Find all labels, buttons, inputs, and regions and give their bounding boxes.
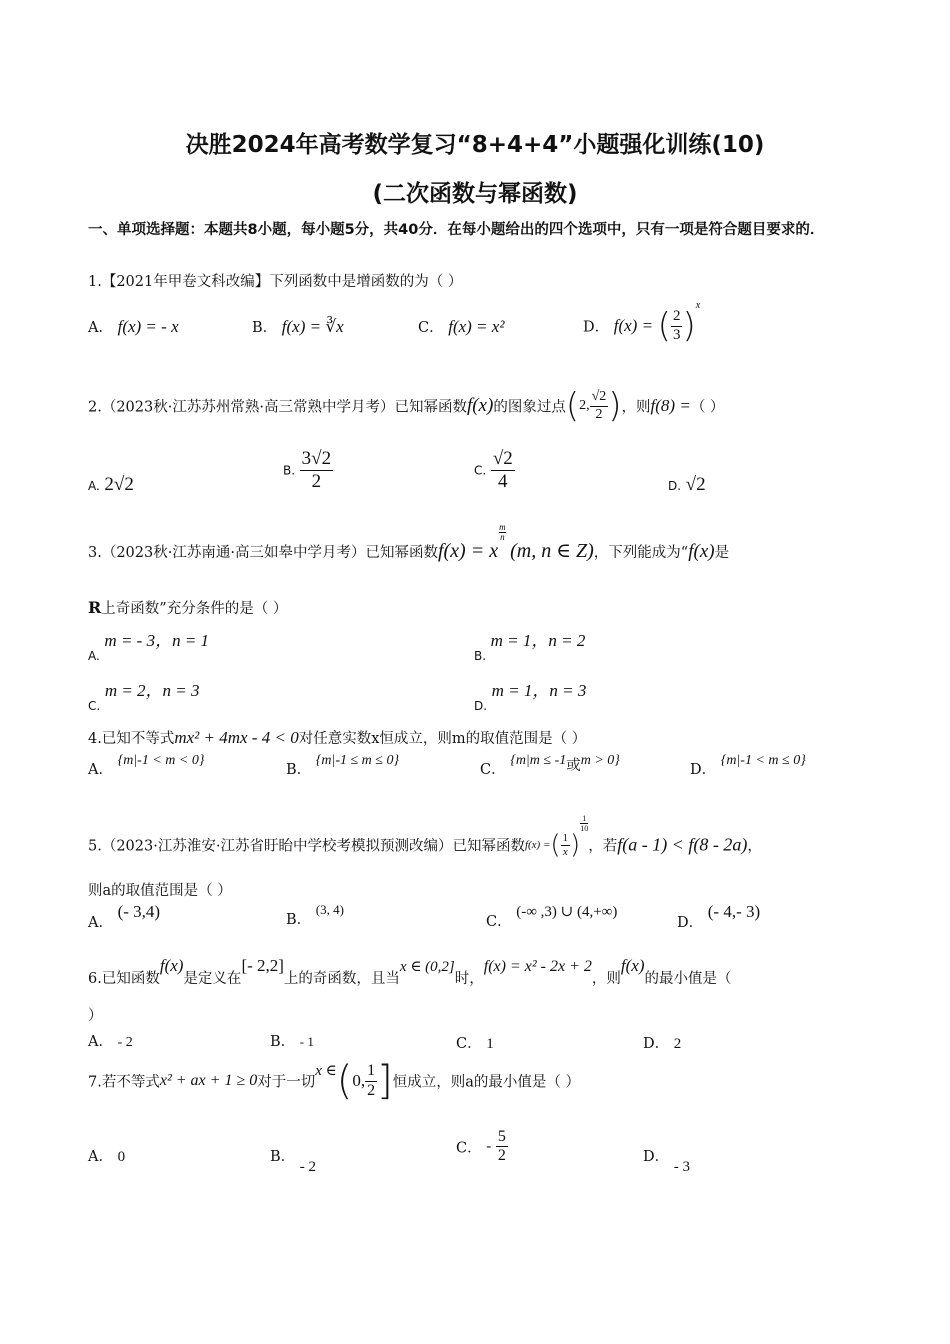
question-3-line-2: R上奇函数”充分条件的是（ ） xyxy=(88,598,288,617)
q3-option-c: $_{C.}$ m = 2，n = 3 xyxy=(88,681,200,713)
q2-option-c: C. $\frac{√2}{4}$ xyxy=(474,448,513,492)
q5-option-b: B． (3, 4) xyxy=(286,902,344,928)
q7-option-c: C． - $\frac{5}{2}$ xyxy=(456,1128,506,1165)
q3-option-b: $_{B.}$ m = 1，n = 2 xyxy=(474,631,586,663)
question-2: 2.（2023秋·江苏苏州常熟·高三常熟中学月考）已知幂函数f(x)的图象过点(2, $\frac{√2}{2}$ )，则f(8) =（ ） xyxy=(88,386,725,426)
q6-option-a: A． - 2 xyxy=(88,1034,133,1050)
q2-option-d: D. √2 xyxy=(668,474,706,495)
question-5: 5.（2023·江苏淮安·江苏省盱眙中学校考模拟预测改编）已知幂函数f(x) =( $\frac{1}{x}$ ) $\frac{1}{10}$ ，若f(a - 1) < f(8 - 2a)， xyxy=(88,814,762,861)
q4-option-d: D． {m|-1 < m ≤ 0} xyxy=(690,753,806,778)
q5-option-c: C． (-∞ ,3) ∪ (4,+∞) xyxy=(486,904,618,930)
question-6: 6.已知函数f(x)是定义在[- 2,2]上的奇函数，且当x ∈ (0,2]时，f(x) = x² - 2x + 2，则f(x)的最小值是（ xyxy=(88,956,732,987)
question-4: 4.已知不等式mx² + 4mx - 4 < 0对任意实数x恒成立，则m的取值范围是（ ） xyxy=(88,728,587,747)
q1-option-b: B． f(x) = ∛x xyxy=(252,317,344,336)
q3-option-d: $_{D.}$ m = 1，n = 3 xyxy=(474,681,587,713)
q6-option-b: B． - 1 xyxy=(270,1034,314,1050)
q6-option-c: C． 1 xyxy=(456,1036,494,1052)
q7-option-b: B． - 2 xyxy=(270,1149,317,1175)
page-subtitle: (二次函数与幂函数) xyxy=(372,181,578,207)
question-1: 1.【2021年甲卷文科改编】下列函数中是增函数的为（ ） xyxy=(88,274,463,290)
q4-option-c: C． {m|m ≤ -1或m > 0} xyxy=(480,753,620,778)
q1-option-c: C． f(x) = x² xyxy=(418,317,505,336)
q4-option-b: B． {m|-1 ≤ m ≤ 0} xyxy=(286,753,400,778)
q3-option-a: $_{A.}$ m = - 3，n = 1 xyxy=(88,631,210,663)
section-heading: 一、单项选择题：本题共8小题，每小题5分，共40分．在每小题给出的四个选项中，只有一项是符合题目要求的． xyxy=(88,222,825,238)
q5-option-d: D． (- 4,- 3) xyxy=(677,902,761,931)
q7-option-d: D． - 3 xyxy=(643,1149,690,1175)
q6-option-d: D． 2 xyxy=(643,1036,682,1052)
q5-option-a: A． (- 3,4) xyxy=(88,902,161,931)
q2-option-b: B. $\frac{3√2}{2}$ xyxy=(283,448,332,492)
q1-option-a: A． f(x) = - x xyxy=(88,317,179,336)
page-title: 决胜2024年高考数学复习“8+4+4”小题强化训练(10) xyxy=(185,132,765,158)
question-5-line-2: 则a的取值范围是（ ） xyxy=(88,883,232,899)
question-3: 3.（2023秋·江苏南通·高三如皋中学月考）已知幂函数f(x) = x m n (m, n ∈ Z)，下列能成为“f(x)是 xyxy=(88,522,730,562)
q4-option-a: A． {m|-1 < m < 0} xyxy=(88,753,205,778)
q1-option-d: D． f(x) = ( $\frac{2}{3}$ )$^x$ xyxy=(583,300,701,346)
q2-option-a: A. 2√2 xyxy=(88,474,134,495)
q7-option-a: A． 0 xyxy=(88,1149,126,1165)
question-7: 7.若不等式x² + ax + 1 ≥ 0对于一切x ∈(0, $\frac{1}{2}$ ]恒成立，则a的最小值是（ ） xyxy=(88,1058,580,1104)
question-6-line-2: ） xyxy=(88,1008,103,1024)
